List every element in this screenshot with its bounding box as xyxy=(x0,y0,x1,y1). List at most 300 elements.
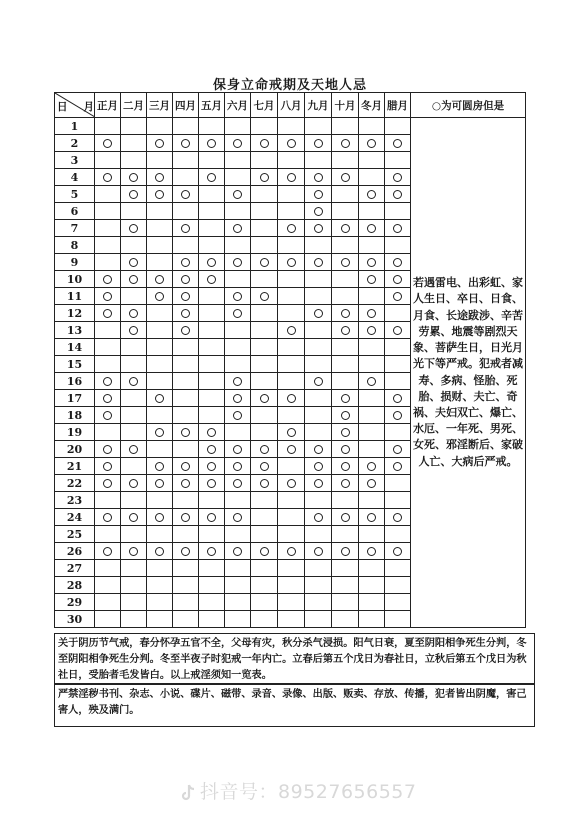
calendar-cell xyxy=(332,254,359,271)
calendar-cell xyxy=(305,254,332,271)
circle-mark-icon xyxy=(103,547,112,556)
calendar-cell xyxy=(332,118,359,135)
calendar-cell xyxy=(199,492,225,509)
circle-mark-icon xyxy=(207,258,216,267)
calendar-cell xyxy=(359,373,385,390)
calendar-cell xyxy=(305,577,332,594)
calendar-cell xyxy=(385,237,411,254)
calendar-cell xyxy=(199,169,225,186)
calendar-cell xyxy=(385,458,411,475)
circle-mark-icon xyxy=(207,173,216,182)
calendar-cell xyxy=(305,169,332,186)
calendar-cell xyxy=(359,577,385,594)
calendar-cell xyxy=(199,611,225,628)
calendar-cell xyxy=(359,288,385,305)
day-number: 22 xyxy=(55,475,95,492)
circle-mark-icon xyxy=(103,462,112,471)
calendar-cell xyxy=(359,543,385,560)
calendar-cell xyxy=(95,509,121,526)
calendar-cell xyxy=(359,611,385,628)
calendar-cell xyxy=(95,237,121,254)
calendar-cell xyxy=(147,560,173,577)
circle-mark-icon xyxy=(233,394,242,403)
calendar-cell xyxy=(225,169,251,186)
circle-mark-icon xyxy=(181,292,190,301)
calendar-cell xyxy=(278,407,305,424)
calendar-cell xyxy=(251,526,278,543)
calendar-cell xyxy=(359,135,385,152)
circle-mark-icon xyxy=(233,224,242,233)
calendar-cell xyxy=(199,424,225,441)
circle-mark-icon xyxy=(207,462,216,471)
calendar-cell xyxy=(225,152,251,169)
circle-mark-icon xyxy=(367,139,376,148)
calendar-cell xyxy=(278,543,305,560)
calendar-cell xyxy=(173,135,199,152)
circle-mark-icon xyxy=(393,139,402,148)
day-number: 24 xyxy=(55,509,95,526)
circle-mark-icon xyxy=(129,547,138,556)
circle-mark-icon xyxy=(341,173,350,182)
calendar-cell xyxy=(173,118,199,135)
circle-mark-icon xyxy=(260,547,269,556)
calendar-cell xyxy=(305,322,332,339)
calendar-cell xyxy=(359,390,385,407)
calendar-cell xyxy=(359,152,385,169)
calendar-cell xyxy=(225,254,251,271)
calendar-cell xyxy=(385,254,411,271)
circle-mark-icon xyxy=(233,190,242,199)
calendar-cell xyxy=(359,169,385,186)
circle-mark-icon xyxy=(260,173,269,182)
calendar-cell xyxy=(173,407,199,424)
calendar-cell xyxy=(332,322,359,339)
calendar-cell xyxy=(225,305,251,322)
calendar-cell xyxy=(278,288,305,305)
circle-mark-icon xyxy=(260,479,269,488)
calendar-cell xyxy=(305,560,332,577)
calendar-cell xyxy=(199,407,225,424)
calendar-cell xyxy=(121,305,147,322)
calendar-body xyxy=(55,118,526,628)
calendar-cell xyxy=(199,135,225,152)
calendar-cell xyxy=(278,169,305,186)
calendar-cell xyxy=(147,356,173,373)
circle-mark-icon xyxy=(233,513,242,522)
calendar-cell xyxy=(278,492,305,509)
circle-mark-icon xyxy=(314,207,323,216)
day-number: 17 xyxy=(55,390,95,407)
calendar-cell xyxy=(173,254,199,271)
calendar-cell xyxy=(147,203,173,220)
calendar-cell xyxy=(305,407,332,424)
calendar-cell xyxy=(359,186,385,203)
calendar-cell xyxy=(359,271,385,288)
calendar-cell xyxy=(251,203,278,220)
calendar-cell xyxy=(305,543,332,560)
calendar-cell xyxy=(147,458,173,475)
circle-mark-icon xyxy=(314,190,323,199)
calendar-cell xyxy=(305,237,332,254)
calendar-cell xyxy=(147,543,173,560)
calendar-cell xyxy=(121,475,147,492)
calendar-cell xyxy=(385,543,411,560)
calendar-cell xyxy=(121,560,147,577)
calendar-cell xyxy=(359,475,385,492)
calendar-cell xyxy=(173,322,199,339)
calendar-cell xyxy=(173,611,199,628)
calendar-cell xyxy=(199,339,225,356)
calendar-cell xyxy=(251,577,278,594)
day-number: 28 xyxy=(55,577,95,594)
calendar-cell xyxy=(359,339,385,356)
circle-mark-icon xyxy=(341,139,350,148)
calendar-cell xyxy=(199,373,225,390)
day-number: 29 xyxy=(55,594,95,611)
calendar-cell xyxy=(121,373,147,390)
calendar-cell xyxy=(385,492,411,509)
calendar-cell xyxy=(95,186,121,203)
calendar-cell xyxy=(305,594,332,611)
circle-mark-icon xyxy=(181,513,190,522)
day-number: 16 xyxy=(55,373,95,390)
circle-mark-icon xyxy=(103,445,112,454)
table-row xyxy=(55,118,526,135)
day-number: 8 xyxy=(55,237,95,254)
calendar-cell xyxy=(385,594,411,611)
douyin-logo-icon xyxy=(180,784,196,802)
calendar-cell xyxy=(199,254,225,271)
circle-mark-icon xyxy=(341,547,350,556)
calendar-cell xyxy=(278,271,305,288)
calendar-cell xyxy=(225,611,251,628)
calendar-cell xyxy=(95,305,121,322)
calendar-cell xyxy=(278,135,305,152)
calendar-cell xyxy=(225,492,251,509)
circle-mark-icon xyxy=(233,377,242,386)
calendar-cell xyxy=(251,390,278,407)
calendar-cell xyxy=(173,169,199,186)
calendar-cell xyxy=(251,152,278,169)
day-number: 14 xyxy=(55,339,95,356)
calendar-cell xyxy=(225,509,251,526)
calendar-cell xyxy=(278,458,305,475)
circle-mark-icon xyxy=(314,377,323,386)
calendar-cell xyxy=(332,390,359,407)
calendar-cell xyxy=(95,594,121,611)
month-header: 十月 xyxy=(332,93,359,118)
calendar-cell xyxy=(199,152,225,169)
calendar-cell xyxy=(385,169,411,186)
calendar-cell xyxy=(305,288,332,305)
circle-mark-icon xyxy=(341,479,350,488)
calendar-cell xyxy=(251,220,278,237)
calendar-cell xyxy=(359,509,385,526)
circle-mark-icon xyxy=(287,394,296,403)
calendar-cell xyxy=(385,407,411,424)
calendar-cell xyxy=(121,152,147,169)
day-number: 18 xyxy=(55,407,95,424)
calendar-cell xyxy=(173,526,199,543)
circle-mark-icon xyxy=(314,479,323,488)
calendar-cell xyxy=(305,441,332,458)
circle-mark-icon xyxy=(341,428,350,437)
calendar-cell xyxy=(332,560,359,577)
calendar-cell xyxy=(332,203,359,220)
circle-mark-icon xyxy=(181,547,190,556)
calendar-cell xyxy=(359,441,385,458)
calendar-cell xyxy=(147,526,173,543)
calendar-cell xyxy=(147,339,173,356)
calendar-cell xyxy=(385,220,411,237)
calendar-cell xyxy=(225,118,251,135)
calendar-cell xyxy=(225,475,251,492)
calendar-cell xyxy=(199,594,225,611)
calendar-cell xyxy=(121,458,147,475)
circle-mark-icon xyxy=(181,275,190,284)
calendar-cell xyxy=(147,611,173,628)
calendar-cell xyxy=(199,356,225,373)
calendar-cell xyxy=(359,560,385,577)
calendar-cell xyxy=(385,288,411,305)
calendar-cell xyxy=(225,526,251,543)
circle-mark-icon xyxy=(129,479,138,488)
circle-mark-icon xyxy=(260,258,269,267)
calendar-cell xyxy=(95,441,121,458)
circle-mark-icon xyxy=(287,445,296,454)
calendar-cell xyxy=(385,424,411,441)
day-number: 3 xyxy=(55,152,95,169)
circle-mark-icon xyxy=(233,445,242,454)
calendar-cell xyxy=(385,390,411,407)
calendar-cell xyxy=(225,424,251,441)
calendar-cell xyxy=(121,509,147,526)
calendar-cell xyxy=(95,339,121,356)
calendar-cell xyxy=(95,390,121,407)
calendar-cell xyxy=(251,271,278,288)
circle-mark-icon xyxy=(103,394,112,403)
circle-mark-icon xyxy=(314,258,323,267)
calendar-cell xyxy=(173,339,199,356)
day-number: 26 xyxy=(55,543,95,560)
calendar-cell xyxy=(121,526,147,543)
calendar-cell xyxy=(332,220,359,237)
circle-mark-icon xyxy=(367,377,376,386)
circle-mark-icon xyxy=(287,224,296,233)
circle-mark-icon xyxy=(260,462,269,471)
calendar-cell xyxy=(278,560,305,577)
calendar-cell xyxy=(199,305,225,322)
calendar-cell xyxy=(173,186,199,203)
calendar-cell xyxy=(278,118,305,135)
circle-mark-icon xyxy=(233,139,242,148)
circle-mark-icon xyxy=(341,224,350,233)
calendar-cell xyxy=(251,424,278,441)
month-header: 腊月 xyxy=(385,93,411,118)
calendar-cell xyxy=(225,441,251,458)
circle-mark-icon xyxy=(367,190,376,199)
calendar-cell xyxy=(199,118,225,135)
calendar-cell xyxy=(121,339,147,356)
circle-mark-icon xyxy=(129,326,138,335)
circle-mark-icon xyxy=(181,479,190,488)
circle-mark-icon xyxy=(393,292,402,301)
calendar-cell xyxy=(278,441,305,458)
calendar-cell xyxy=(305,526,332,543)
calendar-cell xyxy=(251,135,278,152)
calendar-cell xyxy=(251,254,278,271)
calendar-cell xyxy=(199,526,225,543)
calendar-cell xyxy=(385,135,411,152)
calendar-cell xyxy=(385,118,411,135)
day-number: 6 xyxy=(55,203,95,220)
calendar-cell xyxy=(251,339,278,356)
calendar-cell xyxy=(173,152,199,169)
calendar-cell xyxy=(251,288,278,305)
circle-mark-icon xyxy=(393,394,402,403)
calendar-cell xyxy=(199,322,225,339)
calendar-cell xyxy=(278,322,305,339)
circle-mark-icon xyxy=(103,513,112,522)
calendar-cell xyxy=(305,458,332,475)
circle-mark-icon xyxy=(103,292,112,301)
note-header: ○为可圆房但是 xyxy=(411,93,526,118)
calendar-cell xyxy=(95,118,121,135)
page-title: 保身立命戒期及天地人忌 xyxy=(212,78,367,93)
calendar-cell xyxy=(332,577,359,594)
calendar-cell xyxy=(278,254,305,271)
watermark-text: 抖音号：89527656557 xyxy=(200,781,417,803)
calendar-cell xyxy=(95,203,121,220)
calendar-cell xyxy=(147,577,173,594)
calendar-cell xyxy=(305,339,332,356)
calendar-cell xyxy=(225,203,251,220)
circle-mark-icon xyxy=(393,224,402,233)
circle-mark-icon xyxy=(393,275,402,284)
circle-mark-icon xyxy=(393,326,402,335)
calendar-cell xyxy=(95,373,121,390)
calendar-cell xyxy=(251,611,278,628)
calendar-cell xyxy=(278,152,305,169)
calendar-cell xyxy=(147,475,173,492)
calendar-cell xyxy=(332,339,359,356)
calendar-cell xyxy=(385,560,411,577)
calendar-cell xyxy=(332,441,359,458)
circle-mark-icon xyxy=(129,309,138,318)
calendar-cell xyxy=(173,441,199,458)
circle-mark-icon xyxy=(129,377,138,386)
month-header: 九月 xyxy=(305,93,332,118)
calendar-cell xyxy=(278,356,305,373)
calendar-cell xyxy=(385,322,411,339)
calendar-cell xyxy=(385,305,411,322)
calendar-cell xyxy=(95,271,121,288)
calendar-cell xyxy=(95,560,121,577)
calendar-cell xyxy=(121,186,147,203)
circle-mark-icon xyxy=(129,190,138,199)
circle-mark-icon xyxy=(155,190,164,199)
calendar-cell xyxy=(147,322,173,339)
calendar-cell xyxy=(332,271,359,288)
day-number: 11 xyxy=(55,288,95,305)
calendar-cell xyxy=(147,118,173,135)
calendar-cell xyxy=(199,271,225,288)
calendar-cell xyxy=(95,322,121,339)
circle-mark-icon xyxy=(393,173,402,182)
day-number: 27 xyxy=(55,560,95,577)
calendar-cell xyxy=(121,492,147,509)
calendar-cell xyxy=(225,271,251,288)
circle-mark-icon xyxy=(233,547,242,556)
calendar-cell xyxy=(251,475,278,492)
calendar-cell xyxy=(305,509,332,526)
circle-mark-icon xyxy=(233,479,242,488)
calendar-cell xyxy=(173,492,199,509)
calendar-cell xyxy=(332,475,359,492)
calendar-cell xyxy=(95,611,121,628)
douyin-watermark xyxy=(180,777,416,804)
circle-mark-icon xyxy=(129,258,138,267)
solar-term-note: 关于阴历节气戒，春分怀孕五官不全，父母有灾，秋分杀气浸损。阳气日衰，夏至阴阳相争死生分判，冬至阴阳相争死生分判。冬至半夜子时犯戒一年内亡。立春后第五个戊日为春社日，立秋后第五个戊日为秋社日，受胎者毛发皆白。以上戒淫须知一览表。 xyxy=(54,633,535,684)
calendar-cell xyxy=(147,492,173,509)
calendar-cell xyxy=(147,254,173,271)
calendar-cell xyxy=(332,509,359,526)
circle-mark-icon xyxy=(181,326,190,335)
circle-mark-icon xyxy=(207,139,216,148)
circle-mark-icon xyxy=(341,462,350,471)
circle-mark-icon xyxy=(393,190,402,199)
calendar-cell xyxy=(278,475,305,492)
calendar-cell xyxy=(332,288,359,305)
calendar-cell xyxy=(147,271,173,288)
day-number: 7 xyxy=(55,220,95,237)
calendar-cell xyxy=(385,526,411,543)
circle-mark-icon xyxy=(155,139,164,148)
circle-mark-icon xyxy=(341,513,350,522)
calendar-cell xyxy=(225,560,251,577)
calendar-cell xyxy=(305,271,332,288)
calendar-cell xyxy=(95,135,121,152)
circle-mark-icon xyxy=(341,258,350,267)
calendar-cell xyxy=(147,169,173,186)
calendar-cell xyxy=(173,203,199,220)
calendar-cell xyxy=(147,186,173,203)
calendar-cell xyxy=(173,373,199,390)
calendar-cell xyxy=(225,288,251,305)
calendar-cell xyxy=(173,288,199,305)
day-number: 2 xyxy=(55,135,95,152)
calendar-cell xyxy=(385,271,411,288)
circle-mark-icon xyxy=(367,224,376,233)
calendar-cell xyxy=(359,492,385,509)
calendar-cell xyxy=(147,594,173,611)
calendar-cell xyxy=(121,203,147,220)
calendar-cell xyxy=(225,458,251,475)
calendar-cell xyxy=(278,594,305,611)
circle-mark-icon xyxy=(155,547,164,556)
circle-mark-icon xyxy=(287,258,296,267)
circle-mark-icon xyxy=(129,445,138,454)
circle-mark-icon xyxy=(341,309,350,318)
calendar-cell xyxy=(173,356,199,373)
calendar-cell xyxy=(251,356,278,373)
calendar-cell xyxy=(95,152,121,169)
circle-mark-icon xyxy=(103,173,112,182)
day-number: 25 xyxy=(55,526,95,543)
circle-mark-icon xyxy=(341,326,350,335)
circle-mark-icon xyxy=(314,139,323,148)
calendar-cell xyxy=(251,169,278,186)
